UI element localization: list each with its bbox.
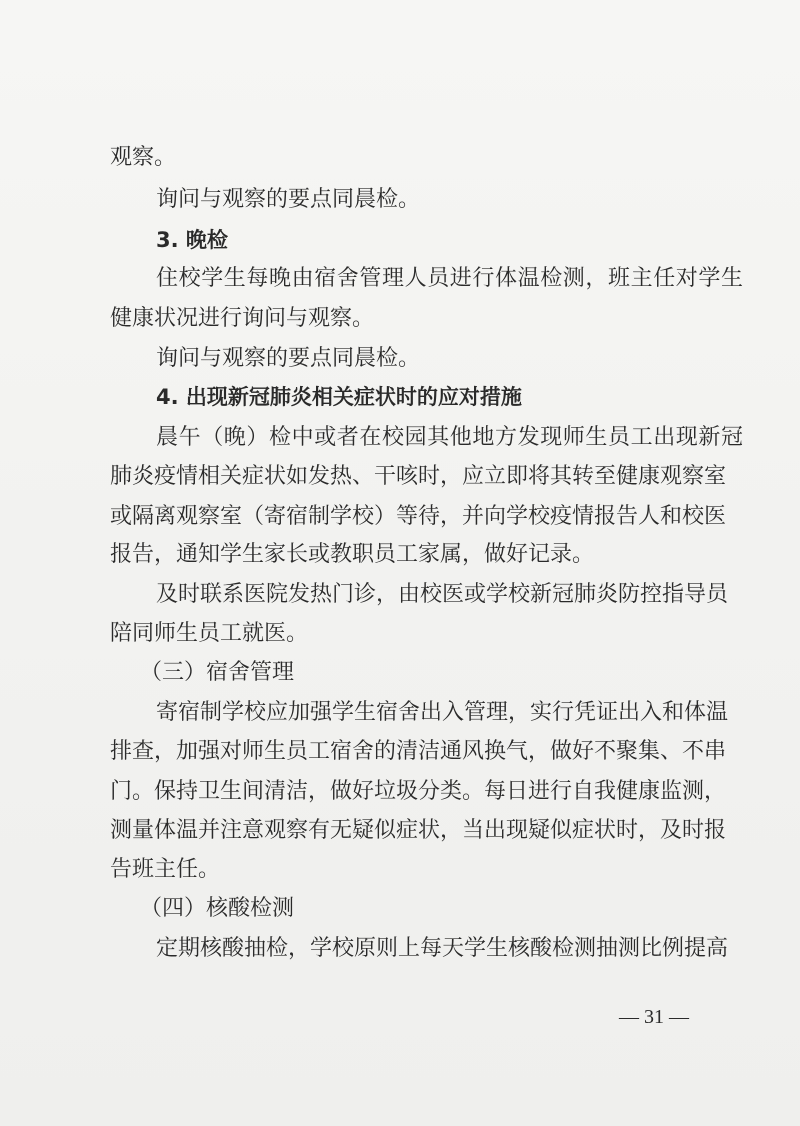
text-line-hospital-2: 陪同师生员工就医。 (110, 621, 309, 646)
text-line-dorm-4: 测量体温并注意观察有无疑似症状，当出现疑似症状时，及时报 (110, 818, 727, 843)
text-line-response-2: 肺炎疫情相关症状如发热、干咳时，应立即将其转至健康观察室 (110, 464, 727, 489)
text-line-dorm-5: 告班主任。 (110, 857, 221, 882)
text-line-inquiry-same: 询问与观察的要点同晨检。 (156, 187, 421, 212)
text-line-response-1: 晨午（晚）检中或者在校园其他地方发现师生员工出现新冠 (156, 425, 743, 450)
page-number: — 31 — (619, 1006, 689, 1028)
text-line-dorm-1: 寄宿制学校应加强学生宿舍出入管理，实行凭证出入和体温 (156, 700, 729, 725)
text-line-response-4: 报告，通知学生家长或教职员工家属，做好记录。 (110, 542, 595, 567)
text-line-evening-2: 健康状况进行询问与观察。 (110, 306, 375, 331)
text-line-testing-1: 定期核酸抽检，学校原则上每天学生核酸检测抽测比例提高 (156, 936, 729, 961)
heading-evening-check: 3. 晚检 (156, 228, 228, 252)
text-line-dorm-3: 门。保持卫生间清洁，做好垃圾分类。每日进行自我健康监测， (110, 779, 727, 804)
text-line-observe: 观察。 (110, 145, 177, 170)
heading-nucleic-acid-testing: （四）核酸检测 (140, 896, 295, 921)
text-line-dorm-2: 排查，加强对师生员工宿舍的清洁通风换气，做好不聚集、不串 (110, 739, 727, 764)
heading-dormitory-management: （三）宿舍管理 (140, 660, 295, 685)
text-line-response-3: 或隔离观察室（寄宿制学校）等待，并向学校疫情报告人和校医 (110, 504, 727, 529)
text-line-evening-1: 住校学生每晚由宿舍管理人员进行体温检测，班主任对学生 (156, 266, 743, 291)
text-line-inquiry-same-2: 询问与观察的要点同晨检。 (156, 346, 421, 371)
heading-response-measures: 4. 出现新冠肺炎相关症状时的应对措施 (156, 385, 522, 409)
text-line-hospital-1: 及时联系医院发热门诊，由校医或学校新冠肺炎防控指导员 (156, 582, 729, 607)
